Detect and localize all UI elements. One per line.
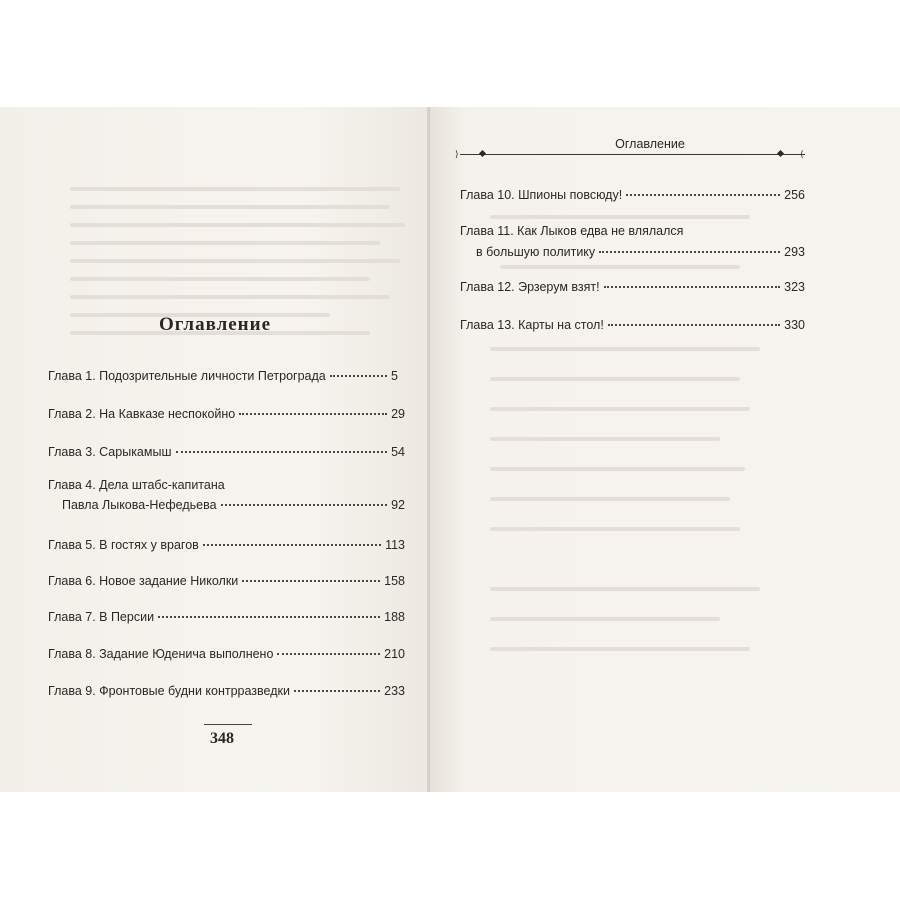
toc-entry[interactable] [48, 369, 398, 383]
leader-dots [608, 324, 780, 326]
toc-entry-page: 210 [384, 647, 405, 661]
toc-entry-page: 256 [784, 188, 805, 202]
rule-diamond [777, 150, 784, 157]
leader-dots [294, 690, 380, 692]
leader-dots [221, 504, 388, 506]
toc-entry-page: 113 [385, 538, 405, 552]
toc-entry-label: Глава 8. Задание Юденича выполнено [48, 647, 274, 661]
toc-entry-label: Глава 9. Фронтовые будни контрразведки [48, 684, 290, 698]
leader-dots [158, 616, 380, 618]
toc-entry-label-line1: Глава 11. Как Лыков едва не влялался [460, 224, 684, 238]
toc-entry-label: Глава 10. Шпионы повсюду! [460, 188, 623, 202]
leader-dots [277, 653, 380, 655]
toc-entry-label: Глава 7. В Персии [48, 610, 155, 624]
right-page [430, 107, 900, 792]
toc-entry-page: 188 [384, 610, 405, 624]
toc-entry-page: 158 [384, 574, 405, 588]
toc-entry-page: 293 [784, 245, 805, 259]
toc-entry-page: 233 [384, 684, 405, 698]
toc-entry-label: Глава 2. На Кавказе неспокойно [48, 407, 236, 421]
toc-entry[interactable] [48, 407, 405, 421]
left-page [0, 107, 430, 792]
running-head: Оглавление [615, 137, 685, 151]
page-number: 348 [210, 730, 234, 747]
leader-dots [330, 375, 387, 377]
toc-entry-page: 5 [391, 369, 398, 383]
toc-entry-label: Глава 1. Подозрительные личности Петрограда [48, 369, 326, 383]
toc-entry[interactable] [48, 684, 405, 698]
toc-entry-page: 92 [391, 498, 405, 512]
rule-diamond [479, 150, 486, 157]
toc-entry[interactable] [460, 280, 805, 294]
toc-entry-label: Глава 6. Новое задание Николки [48, 574, 239, 588]
toc-entry-page: 29 [391, 407, 405, 421]
leader-dots [242, 580, 380, 582]
toc-entry-page: 330 [784, 318, 805, 332]
toc-entry[interactable] [62, 498, 405, 512]
rule-end-ornament: ⟩ [455, 150, 459, 160]
page-number-rule [204, 724, 252, 725]
running-head-rule [460, 154, 805, 155]
leader-dots [239, 413, 387, 415]
toc-entry[interactable] [476, 245, 805, 259]
toc-entry-label: в большую политику [476, 245, 596, 259]
toc-entry-page: 323 [784, 280, 805, 294]
leader-dots [599, 251, 780, 253]
toc-entry[interactable] [48, 647, 405, 661]
leader-dots [626, 194, 780, 196]
toc-entry-label: Глава 13. Карты на стол! [460, 318, 604, 332]
rule-end-ornament: ⟨ [800, 150, 804, 160]
toc-entry[interactable] [48, 610, 405, 624]
toc-entry[interactable] [48, 538, 405, 552]
toc-title: Оглавление [158, 314, 272, 335]
toc-entry[interactable] [48, 574, 405, 588]
toc-entry-label-line1: Глава 4. Дела штабс-капитана [48, 478, 225, 492]
book-spread [0, 107, 900, 792]
toc-entry-label: Глава 3. Сарыкамыш [48, 445, 172, 459]
toc-entry[interactable] [48, 445, 405, 459]
toc-entry-label: Глава 12. Эрзерум взят! [460, 280, 600, 294]
leader-dots [604, 286, 781, 288]
toc-entry-page: 54 [391, 445, 405, 459]
leader-dots [203, 544, 381, 546]
toc-entry[interactable] [460, 188, 805, 202]
toc-entry-label: Павла Лыкова-Нефедьева [62, 498, 217, 512]
leader-dots [176, 451, 388, 453]
toc-entry[interactable] [460, 318, 805, 332]
toc-entry-label: Глава 5. В гостях у врагов [48, 538, 199, 552]
